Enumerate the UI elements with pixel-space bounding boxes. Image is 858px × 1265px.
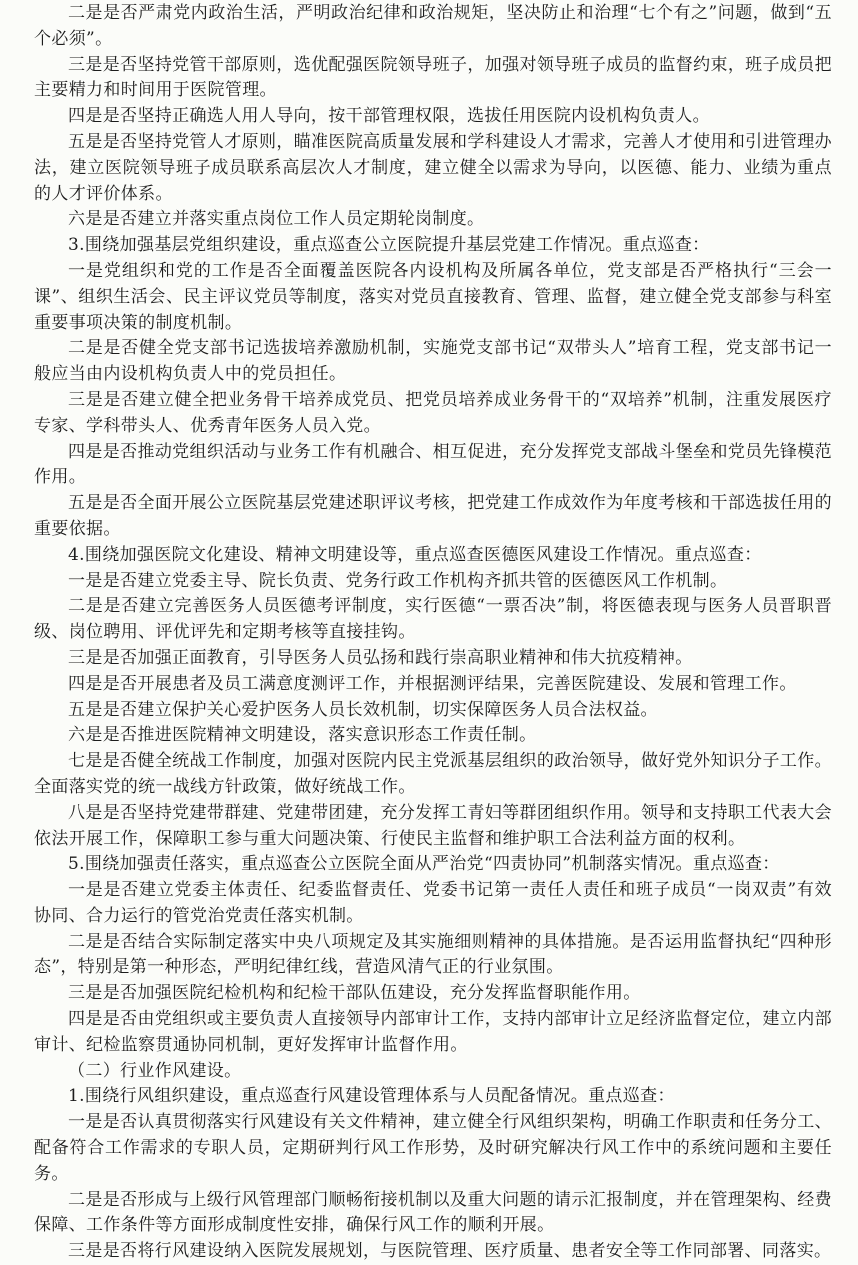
paragraph: 一是是否建立党委主体责任、纪委监督责任、党委书记第一责任人责任和班子成员“一岗双责”有效协同、合力运行的管党治党责任落实机制。 bbox=[34, 880, 832, 926]
paragraph: 三是是否加强医院纪检机构和纪检干部队伍建设，充分发挥监督职能作用。 bbox=[68, 983, 641, 1004]
paragraph: 五是是否建立保护关心爱护医务人员长效机制，切实保障医务人员合法权益。 bbox=[68, 699, 658, 720]
paragraph: 五是是否坚持党管人才原则，瞄准医院高质量发展和学科建设人才需求，完善人才使用和引进管理办法，建立医院领导班子成员联系高层次人才制度，建立健全以需求为导向，以医德、能力、业绩为重点的人才评价体系。 bbox=[34, 131, 832, 204]
paragraph: 六是是否推进医院精神文明建设，落实意识形态工作责任制。 bbox=[68, 725, 537, 746]
paragraph: 四是是否开展患者及员工满意度测评工作，并根据测评结果，完善医院建设、发展和管理工作。 bbox=[68, 673, 797, 694]
paragraph: 一是是否建立党委主导、院长负责、党务行政工作机构齐抓共管的医德医风工作机制。 bbox=[68, 570, 728, 591]
subsection-heading: （二）行业作风建设。 bbox=[68, 1060, 242, 1081]
paragraph: 四是是否推动党组织活动与业务工作有机融合、相互促进，充分发挥党支部战斗堡垒和党员先锋模范作用。 bbox=[34, 441, 832, 488]
section-heading: 1.围绕行风组织建设，重点巡查行风建设管理体系与人员配备情况。重点巡查： bbox=[68, 1086, 675, 1107]
paragraph: 五是是否全面开展公立医院基层党建述职评议考核，把党建工作成效作为年度考核和干部选拔任用的重要依据。 bbox=[34, 493, 832, 539]
section-heading: 4.围绕加强医院文化建设、精神文明建设等，重点巡查医德医风建设工作情况。重点巡查： bbox=[68, 544, 762, 565]
section-heading: 5.围绕加强责任落实，重点巡查公立医院全面从严治党“四责协同”机制落实情况。重点巡查： bbox=[68, 854, 780, 875]
paragraph: 八是是否坚持党建带群建、党建带团建，充分发挥工青妇等群团组织作用。领导和支持职工代表大会依法开展工作，保障职工参与重大问题决策、行使民主监督和维护职工合法利益方面的权利。 bbox=[34, 802, 832, 849]
paragraph: 七是是否健全统战工作制度，加强对医院内民主党派基层组织的政治领导，做好党外知识分子工作。全面落实党的统一战线方针政策，做好统战工作。 bbox=[34, 751, 832, 797]
section-heading: 3.围绕加强基层党组织建设，重点巡查公立医院提升基层党建工作情况。重点巡查： bbox=[68, 235, 710, 256]
paragraph: 三是是否坚持党管干部原则，选优配强医院领导班子，加强对领导班子成员的监督约束，班子成员把主要精力和时间用于医院管理。 bbox=[34, 54, 832, 101]
document-body bbox=[34, 1, 832, 1265]
paragraph: 一是是否认真贯彻落实行风建设有关文件精神，建立健全行风组织架构，明确工作职责和任务分工、配备符合工作需求的专职人员，定期研判行风工作形势，及时研究解决行风工作中的系统问题和主要任务。 bbox=[34, 1112, 832, 1184]
paragraph: 三是是否建立健全把业务骨干培养成党员、把党员培养成业务骨干的“双培养”机制，注重发展医疗专家、学科带头人、优秀青年医务人员入党。 bbox=[34, 389, 832, 436]
paragraph: 二是是否健全党支部书记选拔培养激励机制，实施党支部书记“双带头人”培育工程，党支部书记一般应当由内设机构负责人中的党员担任。 bbox=[34, 338, 832, 385]
paragraph: 二是是否结合实际制定落实中央八项规定及其实施细则精神的具体措施。是否运用监督执纪“四种形态”，特别是第一种形态，严明纪律红线，营造风清气正的行业氛围。 bbox=[34, 931, 832, 978]
paragraph: 二是是否严肃党内政治生活，严明政治纪律和政治规矩，坚决防止和治理“七个有之”问题，做到“五个必须”。 bbox=[34, 3, 832, 49]
paragraph: 四是是否坚持正确选人用人导向，按干部管理权限，选拔任用医院内设机构负责人。 bbox=[68, 106, 710, 127]
paragraph: 四是是否由党组织或主要负责人直接领导内部审计工作，支持内部审计立足经济监督定位，建立内部审计、纪检监察贯通协同机制，更好发挥审计监督作用。 bbox=[34, 1009, 832, 1055]
paragraph: 二是是否形成与上级行风管理部门顺畅衔接机制以及重大问题的请示汇报制度，并在管理架构、经费保障、工作条件等方面形成制度性安排，确保行风工作的顺利开展。 bbox=[34, 1189, 832, 1236]
paragraph: 二是是否建立完善医务人员医德考评制度，实行医德“一票否决”制，将医德表现与医务人员晋职晋级、岗位聘用、评优评先和定期考核等直接挂钩。 bbox=[34, 596, 832, 643]
paragraph: 三是是否将行风建设纳入医院发展规划，与医院管理、医疗质量、患者安全等工作同部署、同落实。 bbox=[68, 1241, 832, 1262]
paragraph: 三是是否加强正面教育，引导医务人员弘扬和践行崇高职业精神和伟大抗疫精神。 bbox=[68, 647, 693, 668]
paragraph: 六是是否建立并落实重点岗位工作人员定期轮岗制度。 bbox=[68, 209, 485, 230]
paragraph: 一是党组织和党的工作是否全面覆盖医院各内设机构及所属各单位，党支部是否严格执行“三会一课”、组织生活会、民主评议党员等制度，落实对党员直接教育、管理、监督，建立健全党支部参与科室重要事项决策的制度机制。 bbox=[34, 260, 832, 333]
